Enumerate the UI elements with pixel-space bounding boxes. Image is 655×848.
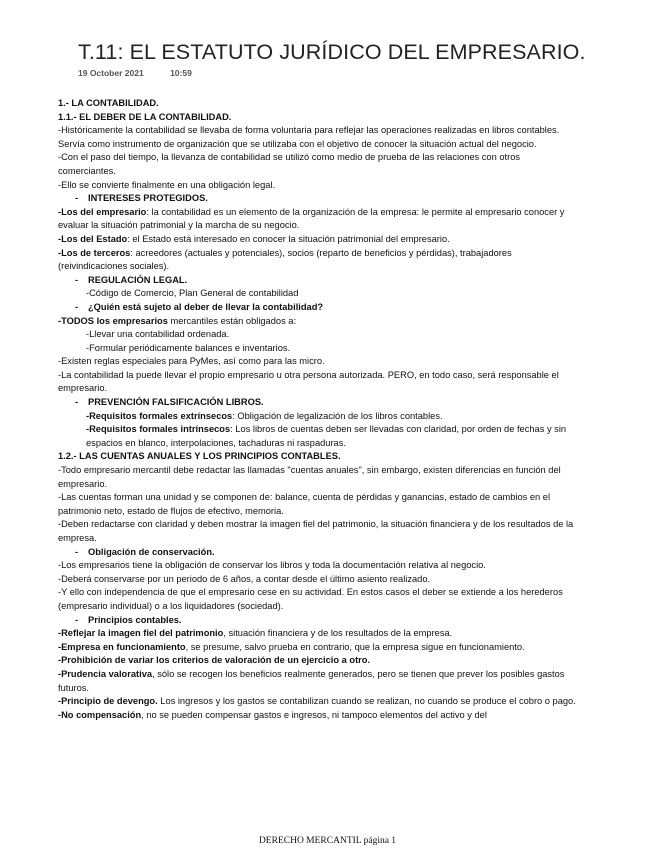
paragraph: -Históricamente la contabilidad se llevaba de forma voluntaria para reflejar las operaciones realizadas en libros contables. Servía como instrumento de organización que se utilizaba con el objetivo de conocer la situación actual del negocio.	[58, 125, 560, 149]
paragraph: -No compensación, no se pueden compensar gastos e ingresos, ni tampoco elementos del activo y del	[58, 709, 487, 720]
indented-item: -Llevar una contabilidad ordenada.	[86, 329, 230, 340]
indented-item: -Código de Comercio, Plan General de contabilidad	[86, 288, 299, 299]
sub-bullet-heading: - PREVENCIÓN FALSIFICACIÓN LIBROS.	[58, 396, 578, 410]
sub-bullet-heading: - ¿Quién está sujeto al deber de llevar la contabilidad?	[58, 301, 578, 315]
paragraph: -Y ello con independencia de que el empresario cese en su actividad. En estos casos el deber se extiende a los herederos (empresario individual) o a los liquidadores (sociedad).	[58, 587, 563, 611]
paragraph: -Los empresarios tiene la obligación de conservar los libros y toda la documentación relativa al negocio.	[58, 560, 486, 571]
paragraph: -Los del Estado: el Estado está interesado en conocer la situación patrimonial del empresario.	[58, 233, 450, 244]
sub-bullet-heading: - REGULACIÓN LEGAL.	[58, 274, 578, 288]
paragraph: -Todo empresario mercantil debe redactar las llamadas "cuentas anuales", sin embargo, existen diferencias en función del empresario.	[58, 465, 561, 489]
indented-item: -Formular periódicamente balances e inventarios.	[86, 342, 291, 353]
sub-bullet-heading: - INTERESES PROTEGIDOS.	[58, 192, 578, 206]
paragraph: -Con el paso del tiempo, la llevanza de contabilidad se utilizó como medio de prueba de las relaciones con otros comerciantes.	[58, 152, 521, 176]
paragraph: -Los de terceros: acreedores (actuales y potenciales), socios (reparto de beneficios y pérdidas), trabajadores (reivindicaciones sociales).	[58, 247, 512, 272]
paragraph: -Deberá conservarse por un periodo de 6 años, a contar desde el último asiento realizado.	[58, 573, 431, 584]
paragraph: -Los del empresario: la contabilidad es un elemento de la organización de la empresa: le permite al empresario conocer y evaluar la situación patrimonial y la marcha de su negocio.	[58, 206, 565, 231]
indented-item: -Requisitos formales extrínsecos: Obligación de legalización de los libros contables.	[86, 410, 443, 421]
sub-bullet-heading: - Obligación de conservación.	[58, 546, 578, 560]
paragraph: -La contabilidad la puede llevar el propio empresario u otra persona autorizada. PERO, en todo caso, será responsable el empresario.	[58, 369, 559, 394]
paragraph: -Empresa en funcionamiento, se presume, salvo prueba en contrario, que la empresa sigue en funcionamiento.	[58, 641, 525, 652]
document-body	[58, 97, 578, 722]
paragraph: -TODOS los empresarios mercantiles están obligados a:	[58, 315, 297, 326]
subsection-heading: 1.1.- EL DEBER DE LA CONTABILIDAD.	[58, 111, 232, 122]
paragraph: -Deben redactarse con claridad y deben mostrar la imagen fiel del patrimonio, la situación financiera y de los resultados de la empresa.	[58, 519, 574, 543]
paragraph: -Reflejar la imagen fiel del patrimonio, situación financiera y de los resultados de la empresa.	[58, 628, 453, 639]
indented-item: -Requisitos formales intrínsecos: Los libros de cuentas deben ser llevadas con claridad, por orden de fechas y sin espacios en blanco, interpolaciones, tachaduras ni raspaduras.	[86, 424, 567, 448]
page-footer: DERECHO MERCANTIL página 1	[258, 836, 397, 846]
paragraph: -Prudencia valorativa, sólo se recogen los beneficios realmente generados, pero se tienen que prever los posibles gastos futuros.	[58, 668, 565, 693]
paragraph: -Ello se convierte finalmente en una obligación legal.	[58, 179, 276, 190]
page-title: T.11: EL ESTATUTO JURÍDICO DEL EMPRESARIO.	[78, 40, 586, 64]
note-date: 19 October 2021	[78, 68, 144, 78]
section-heading: 1.- LA CONTABILIDAD.	[58, 98, 159, 108]
note-time: 10:59	[170, 68, 192, 78]
paragraph: -Existen reglas especiales para PyMes, así como para las micro.	[58, 356, 325, 367]
paragraph: -Las cuentas forman una unidad y se componen de: balance, cuenta de pérdidas y ganancias, estado de cambios en el patrimonio neto, estado de flujos de efectivo, memoria.	[58, 492, 551, 516]
note-meta	[78, 68, 216, 78]
paragraph: -Prohibición de variar los criterios de valoración de un ejercicio a otro.	[58, 655, 371, 666]
sub-bullet-heading: - Principios contables.	[58, 614, 578, 628]
paragraph: -Principio de devengo. Los ingresos y los gastos se contabilizan cuando se realizan, no cuando se produce el cobro o pago.	[58, 696, 576, 707]
subsection-heading: 1.2.- LAS CUENTAS ANUALES Y LOS PRINCIPIOS CONTABLES.	[58, 451, 341, 462]
